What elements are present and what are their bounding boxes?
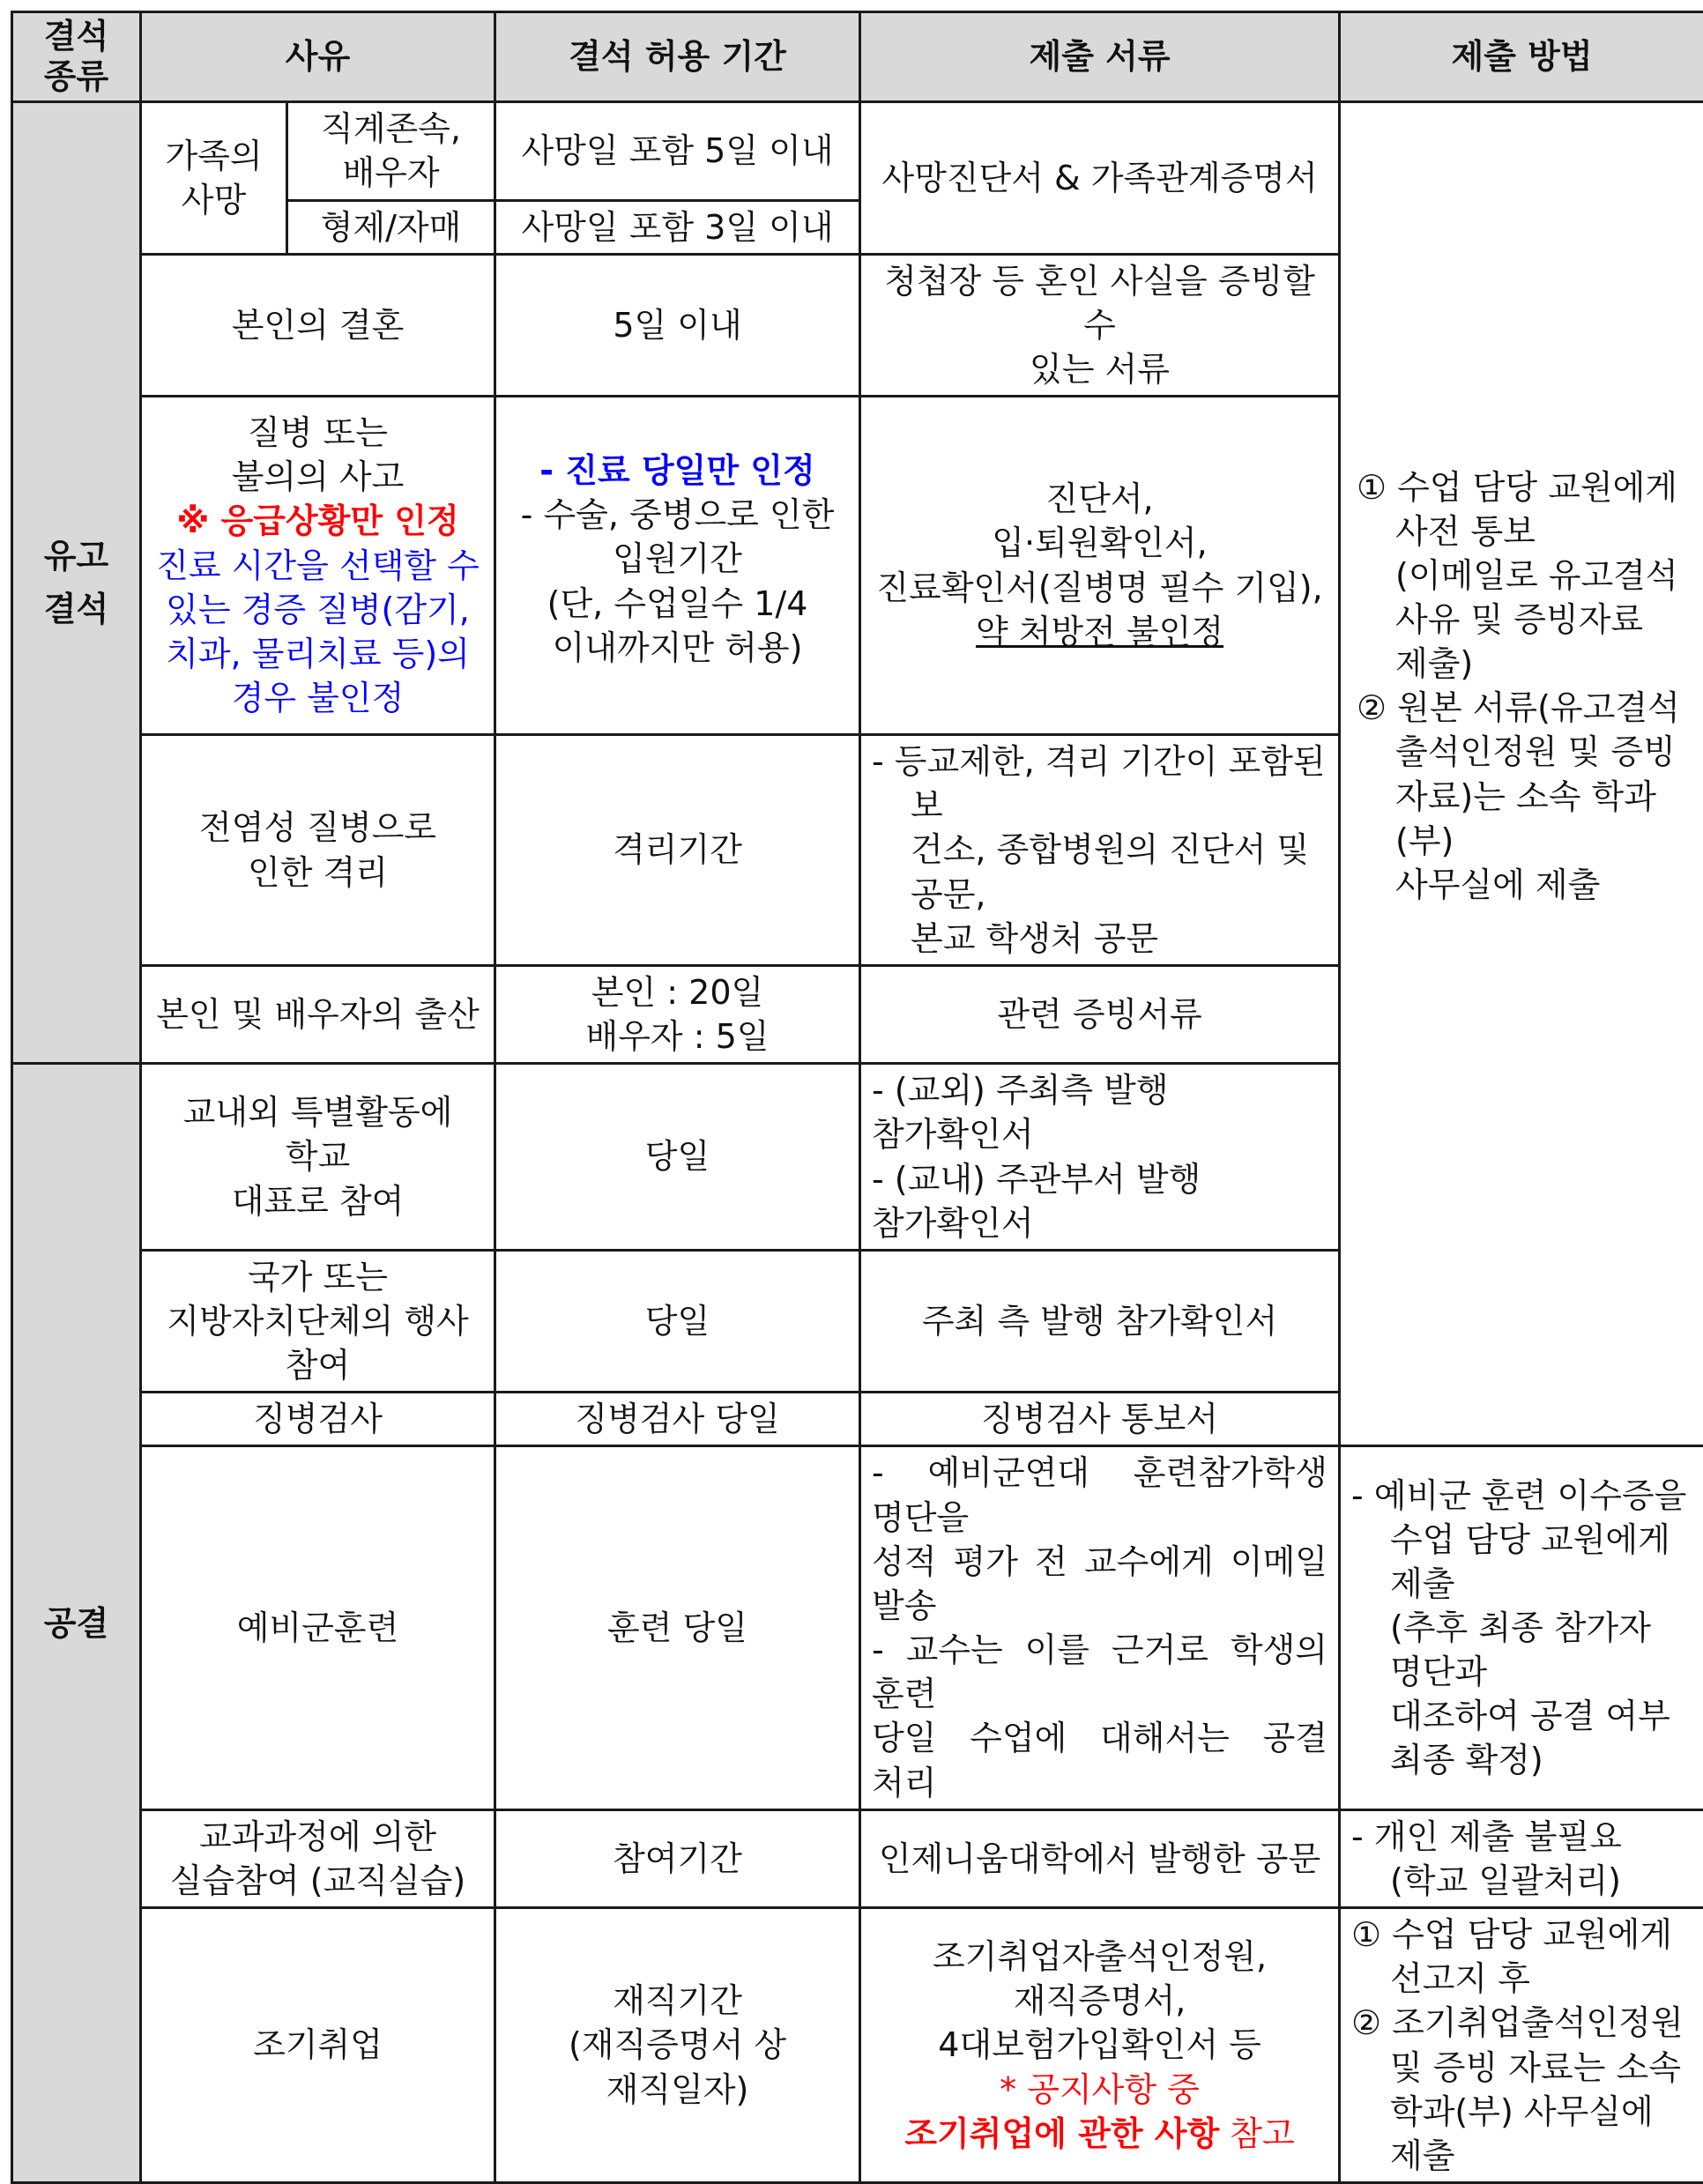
reason-family-death: 가족의 사망 <box>141 102 287 254</box>
method-reserve-training: - 예비군 훈련 이수증을 수업 담당 교원에게 제출 (추후 최종 참가자 명단과 대조하여 공결 여부 최종 확정) <box>1340 1446 1703 1809</box>
reason-direct-ascendant-spouse: 직계존속, 배우자 <box>287 102 495 200</box>
docs-marriage: 청첩장 등 혼인 사실을 증빙할 수 있는 서류 <box>860 254 1340 396</box>
reason-reserve-training: 예비군훈련 <box>141 1446 495 1809</box>
reason-siblings: 형제/자매 <box>287 200 495 254</box>
period-draft-exam: 징병검사 당일 <box>495 1393 860 1446</box>
docs-death: 사망진단서 & 가족관계증명서 <box>860 102 1340 254</box>
docs-illness: 진단서, 입·퇴원확인서, 진료확인서(질병명 필수 기입), 약 처방전 불인정 <box>860 397 1340 735</box>
docs-national-event: 주최 측 발행 참가확인서 <box>860 1250 1340 1392</box>
header-reason: 사유 <box>141 12 495 102</box>
header-method: 제출 방법 <box>1340 12 1703 102</box>
period-illness: - 진료 당일만 인정 - 수술, 중병으로 인한 입원기간 (단, 수업일수 1/4 이내까지만 허용) <box>495 397 860 735</box>
docs-practicum: 인제니움대학에서 발행한 공문 <box>860 1809 1340 1907</box>
period-quarantine: 격리기간 <box>495 735 860 966</box>
early-employment-notice-link: 조기취업에 관한 사항 <box>904 2114 1219 2153</box>
header-documents: 제출 서류 <box>860 12 1340 102</box>
header-absence-type: 결석 종류 <box>12 12 141 102</box>
period-practicum: 참여기간 <box>495 1809 860 1907</box>
period-special-activity: 당일 <box>495 1064 860 1251</box>
period-death-3days: 사망일 포함 3일 이내 <box>495 200 860 254</box>
table-row <box>12 102 1703 200</box>
header-period: 결석 허용 기간 <box>495 12 860 102</box>
reason-special-activity: 교내외 특별활동에 학교 대표로 참여 <box>141 1064 495 1251</box>
period-death-5days: 사망일 포함 5일 이내 <box>495 102 860 200</box>
reason-marriage: 본인의 결혼 <box>141 254 495 396</box>
docs-quarantine: - 등교제한, 격리 기간이 포함된 보 건소, 종합병원의 진단서 및 공문, 본교 학생처 공문 <box>860 735 1340 966</box>
period-early-employment: 재직기간 (재직증명서 상 재직일자) <box>495 1908 860 2183</box>
docs-special-activity: - (교외) 주최측 발행 참가확인서 - (교내) 주관부서 발행 참가확인서 <box>860 1064 1340 1251</box>
header-row <box>12 12 1703 102</box>
table-row <box>12 1809 1703 1907</box>
reason-childbirth: 본인 및 배우자의 출산 <box>141 965 495 1063</box>
reason-draft-exam: 징병검사 <box>141 1393 495 1446</box>
reason-practicum: 교과과정에 의한 실습참여 (교직실습) <box>141 1809 495 1907</box>
category-excused-absence: 유고 결석 <box>12 102 141 1064</box>
absence-policy-table <box>11 11 1703 2184</box>
period-childbirth: 본인 : 20일 배우자 : 5일 <box>495 965 860 1063</box>
period-marriage: 5일 이내 <box>495 254 860 396</box>
prescription-not-accepted: 약 처방전 불인정 <box>976 613 1223 651</box>
reason-early-employment: 조기취업 <box>141 1908 495 2183</box>
reason-illness: 질병 또는 불의의 사고 ※ 응급상황만 인정 진료 시간을 선택할 수 있는 경증 질병(감기, 치과, 물리치료 등)의 경우 불인정 <box>141 397 495 735</box>
docs-childbirth: 관련 증빙서류 <box>860 965 1340 1063</box>
method-common: ① 수업 담당 교원에게 사전 통보 (이메일로 유고결석 사유 및 증빙자료 제출) ② 원본 서류(유고결석 출석인정원 및 증빙 자료)는 소속 학과(부) 사무실에 제출 <box>1340 102 1703 1446</box>
period-national-event: 당일 <box>495 1250 860 1392</box>
category-official-absence: 공결 <box>12 1064 141 2183</box>
table-row <box>12 1908 1703 2183</box>
method-early-employment: ① 수업 담당 교원에게 선고지 후 ② 조기취업출석인정원 및 증빙 자료는 소속 학과(부) 사무실에 제출 <box>1340 1908 1703 2183</box>
docs-reserve-training: - 예비군연대 훈련참가학생 명단을 성적 평가 전 교수에게 이메일 발송 - 교수는 이를 근거로 학생의 훈련 당일 수업에 대해서는 공결 처리 <box>860 1446 1340 1809</box>
reason-national-event: 국가 또는 지방자치단체의 행사 참여 <box>141 1250 495 1392</box>
method-practicum: - 개인 제출 불필요 (학교 일괄처리) <box>1340 1809 1703 1907</box>
period-reserve-training: 훈련 당일 <box>495 1446 860 1809</box>
reason-quarantine: 전염성 질병으로 인한 격리 <box>141 735 495 966</box>
emergency-only-note: ※ 응급상황만 인정 <box>152 499 483 543</box>
table-row <box>12 1446 1703 1809</box>
docs-early-employment: 조기취업자출석인정원, 재직증명서, 4대보험가입확인서 등 * 공지사항 중 조기취업에 관한 사항 참고 <box>860 1908 1340 2183</box>
docs-draft-exam: 징병검사 통보서 <box>860 1393 1340 1446</box>
